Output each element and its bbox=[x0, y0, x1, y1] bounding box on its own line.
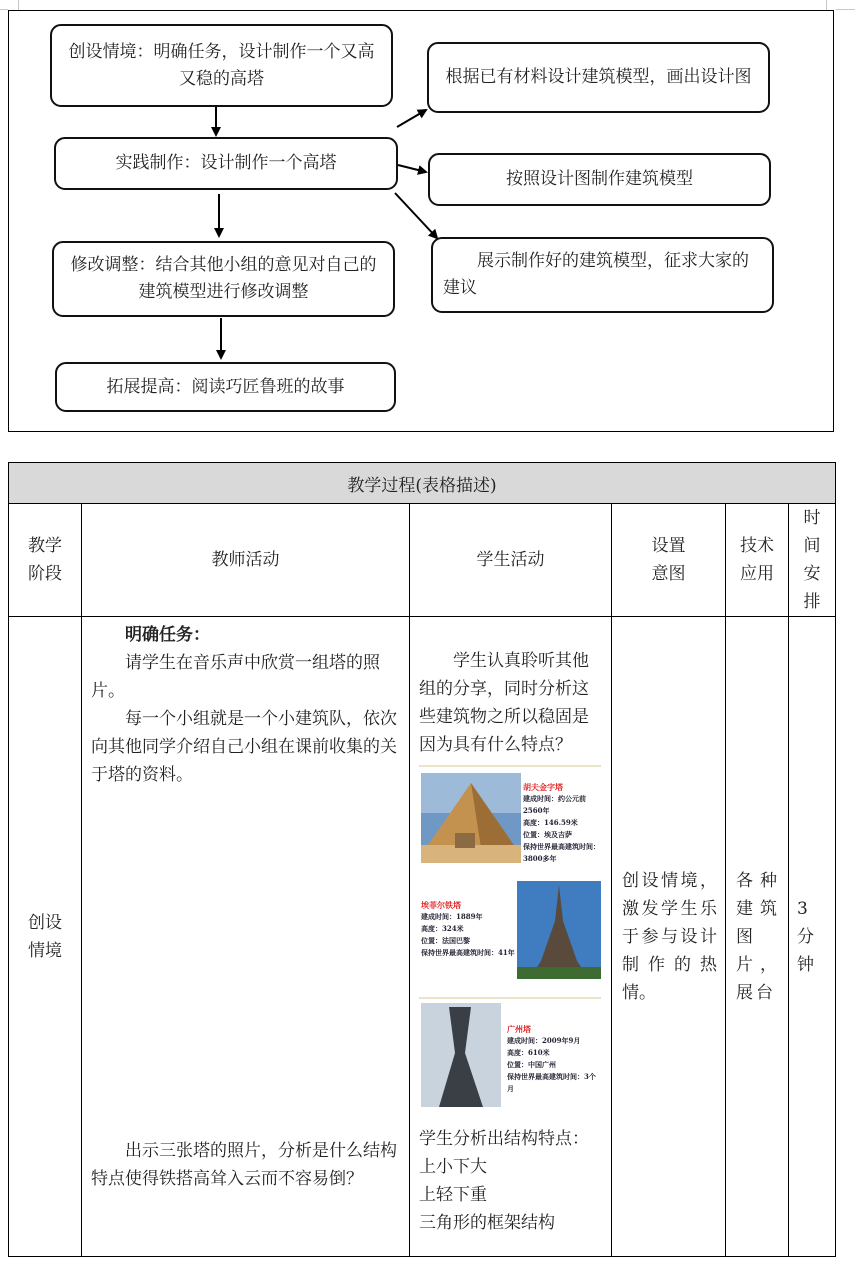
arrow-branch bbox=[398, 165, 426, 172]
photo-caption-line: 建成时间：2009年9月 bbox=[507, 1036, 581, 1045]
flow-branch-build: 按照设计图制作建筑模型 bbox=[428, 153, 771, 206]
photo-pyramid bbox=[419, 765, 601, 867]
flow-branch-design: 根据已有材料设计建筑模型，画出设计图 bbox=[427, 42, 770, 113]
photo-title: 广州塔 bbox=[507, 1024, 531, 1034]
flow-step-extend: 拓展提高：阅读巧匠鲁班的故事 bbox=[55, 362, 396, 412]
analysis-item: 三角形的框架结构 bbox=[419, 1213, 555, 1233]
header-time: 时间安排 bbox=[803, 508, 821, 612]
arrow-branch bbox=[397, 110, 426, 127]
analysis-title: 学生分析出结构特点： bbox=[419, 1129, 589, 1149]
student-activity-cell bbox=[410, 617, 612, 1257]
table-row bbox=[9, 617, 836, 1257]
student-paragraph: 学生认真聆听其他组的分享，同时分析这些建筑物之所以稳固是因为具有什么特点？ bbox=[419, 651, 589, 755]
photo-caption-line: 建成时间：约公元前2560年 bbox=[523, 794, 586, 815]
pyramid-image bbox=[421, 773, 521, 863]
flow-step-create-scenario: 创设情境：明确任务，设计制作一个又高又稳的高塔 bbox=[50, 24, 393, 107]
photo-title: 胡夫金字塔 bbox=[523, 782, 563, 792]
header-student: 学生活动 bbox=[410, 504, 612, 617]
eiffel-image bbox=[517, 881, 601, 979]
student-analysis bbox=[419, 1125, 603, 1237]
flow-branch-present: 展示制作好的建筑模型，征求大家的建议 bbox=[431, 237, 774, 313]
photo-caption-line: 保持世界最高建筑时间： bbox=[523, 842, 600, 851]
photo-caption-line: 建成时间：1889年 bbox=[421, 912, 483, 921]
teacher-paragraph: 出示三张塔的照片，分析是什么结构特点使得铁搭高耸入云而不容易倒？ bbox=[91, 1141, 397, 1189]
header-tech: 技术应用 bbox=[740, 536, 774, 584]
photo-caption-line: 高度：146.59米 bbox=[523, 818, 578, 827]
tech-cell: 各种建筑图片，展台 bbox=[726, 617, 789, 1257]
header-stage: 教学阶段 bbox=[28, 536, 62, 584]
photo-caption-line: 保持世界最高建筑时间：41年 bbox=[421, 948, 515, 957]
photo-caption-line: 位置：法国巴黎 bbox=[421, 936, 470, 945]
photo-title: 埃菲尔铁塔 bbox=[421, 900, 461, 910]
flow-step-revise: 修改调整：结合其他小组的意见对自己的建筑模型进行修改调整 bbox=[52, 241, 395, 317]
analysis-item: 上轻下重 bbox=[419, 1185, 487, 1205]
header-teacher: 教师活动 bbox=[82, 504, 410, 617]
teacher-paragraph: 请学生在音乐声中欣赏一组塔的照片。 bbox=[91, 653, 380, 701]
photo-caption-line: 高度：610米 bbox=[507, 1048, 550, 1057]
time-cell: 3分钟 bbox=[797, 898, 814, 975]
teaching-process-table bbox=[8, 462, 836, 1257]
photo-caption-line: 3800多年 bbox=[523, 854, 557, 863]
analysis-item: 上小下大 bbox=[419, 1157, 487, 1177]
table-title: 教学过程(表格描述) bbox=[9, 463, 836, 504]
photo-caption-line: 位置：中国广州 bbox=[507, 1060, 556, 1069]
canton-tower-image bbox=[421, 1003, 501, 1107]
photo-canton-tower bbox=[419, 997, 601, 1117]
photo-caption-line: 高度：324米 bbox=[421, 924, 464, 933]
teacher-heading: 明确任务： bbox=[125, 625, 210, 645]
photo-caption-line: 保持世界最高建筑时间：3个月 bbox=[507, 1072, 596, 1093]
photo-caption-line: 位置：埃及吉萨 bbox=[523, 830, 572, 839]
teacher-paragraph: 每一个小组就是一个小建筑队，依次向其他同学介绍自己小组在课前收集的关于塔的资料。 bbox=[91, 709, 397, 785]
intent-cell: 创设情境，激发学生乐于参与设计制作的热情。 bbox=[612, 617, 726, 1257]
stage-cell: 创设情境 bbox=[28, 912, 62, 961]
flow-step-practice: 实践制作：设计制作一个高塔 bbox=[54, 137, 398, 190]
header-intent: 设置意图 bbox=[651, 536, 686, 584]
teacher-activity-cell bbox=[82, 617, 410, 1257]
photo-eiffel bbox=[419, 877, 601, 987]
